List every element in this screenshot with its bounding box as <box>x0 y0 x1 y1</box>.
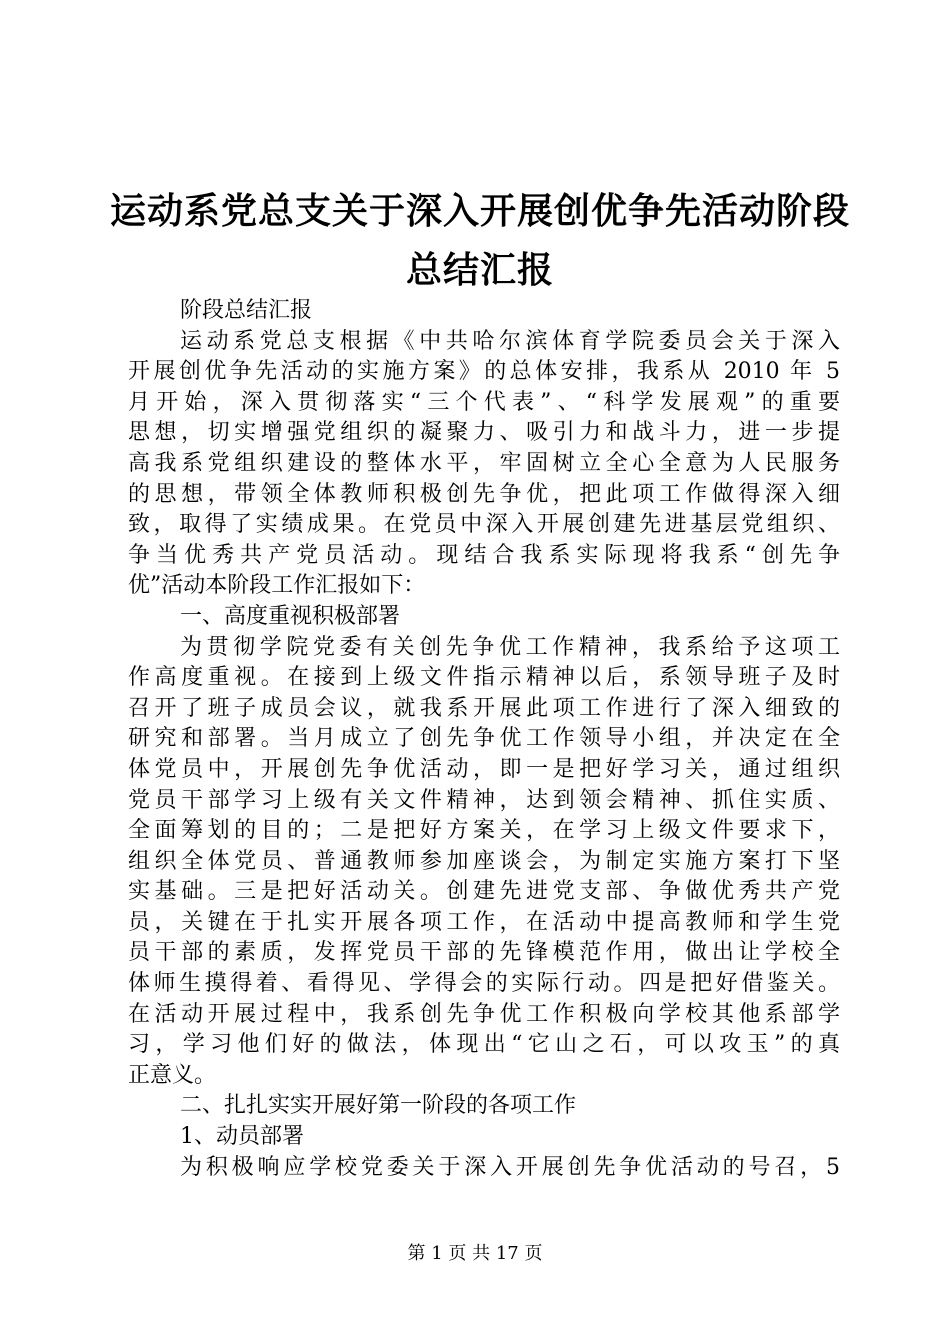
document-title-line-2: 总结汇报 <box>405 249 554 291</box>
body-line: 全面筹划的目的；二是把好方案关，在学习上级文件要求下， <box>128 818 840 844</box>
body-line: 正意义。 <box>128 1062 217 1088</box>
body-line: 组织全体党员、普通教师参加座谈会，为制定实施方案打下坚 <box>128 848 840 874</box>
body-line: 致，取得了实绩成果。在党员中深入开展创建先进基层党组织、 <box>128 512 840 538</box>
body-line: 二、扎扎实实开展好第一阶段的各项工作 <box>180 1093 577 1119</box>
body-line: 实基础。三是把好活动关。创建先进党支部、争做优秀共产党 <box>128 879 840 905</box>
document-body <box>128 296 840 1183</box>
body-line: 1、动员部署 <box>180 1124 304 1150</box>
body-line: 开展创优争先活动的实施方案》的总体安排，我系从 2010 年 5 <box>128 359 840 385</box>
body-line: 为积极响应学校党委关于深入开展创先争优活动的号召，5 <box>180 1154 840 1180</box>
body-line: 体师生摸得着、看得见、学得会的实际行动。四是把好借鉴关。 <box>128 971 840 997</box>
body-line: 争当优秀共产党员活动。现结合我系实际现将我系“创先争 <box>128 542 840 568</box>
body-line: 一、高度重视积极部署 <box>180 603 401 629</box>
body-line: 为贯彻学院党委有关创先争优工作精神，我系给予这项工 <box>180 634 840 660</box>
body-line: 体党员中，开展创先争优活动，即一是把好学习关，通过组织 <box>128 756 840 782</box>
body-line: 思想，切实增强党组织的凝聚力、吸引力和战斗力，进一步提 <box>128 420 840 446</box>
body-line: 作高度重视。在接到上级文件指示精神以后，系领导班子及时 <box>128 665 840 691</box>
body-line: 阶段总结汇报 <box>180 298 313 323</box>
body-line: 优”活动本阶段工作汇报如下： <box>128 573 426 599</box>
body-line: 月开始，深入贯彻落实“三个代表”、“科学发展观”的重要 <box>128 389 840 415</box>
document-title-line-1: 运动系党总支关于深入开展创优争先活动阶段 <box>110 190 851 232</box>
body-line: 的思想，带领全体教师积极创先争优，把此项工作做得深入细 <box>128 481 840 507</box>
body-line: 员干部的素质，发挥党员干部的先锋模范作用，做出让学校全 <box>128 940 840 966</box>
body-line: 党员干部学习上级有关文件精神，达到领会精神、抓住实质、 <box>128 787 840 813</box>
body-line: 习，学习他们好的做法，体现出“它山之石，可以攻玉”的真 <box>128 1032 840 1058</box>
body-line: 研究和部署。当月成立了创先争优工作领导小组，并决定在全 <box>128 726 840 752</box>
body-line: 员，关键在于扎实开展各项工作，在活动中提高教师和学生党 <box>128 909 840 935</box>
page-footer: 第 1 页 共 17 页 <box>407 1243 543 1264</box>
body-line: 召开了班子成员会议，就我系开展此项工作进行了深入细致的 <box>128 695 840 721</box>
body-line: 在活动开展过程中，我系创先争优工作积极向学校其他系部学 <box>128 1001 840 1027</box>
body-line: 高我系党组织建设的整体水平，牢固树立全心全意为人民服务 <box>128 450 840 476</box>
body-line: 运动系党总支根据《中共哈尔滨体育学院委员会关于深入 <box>180 328 840 354</box>
